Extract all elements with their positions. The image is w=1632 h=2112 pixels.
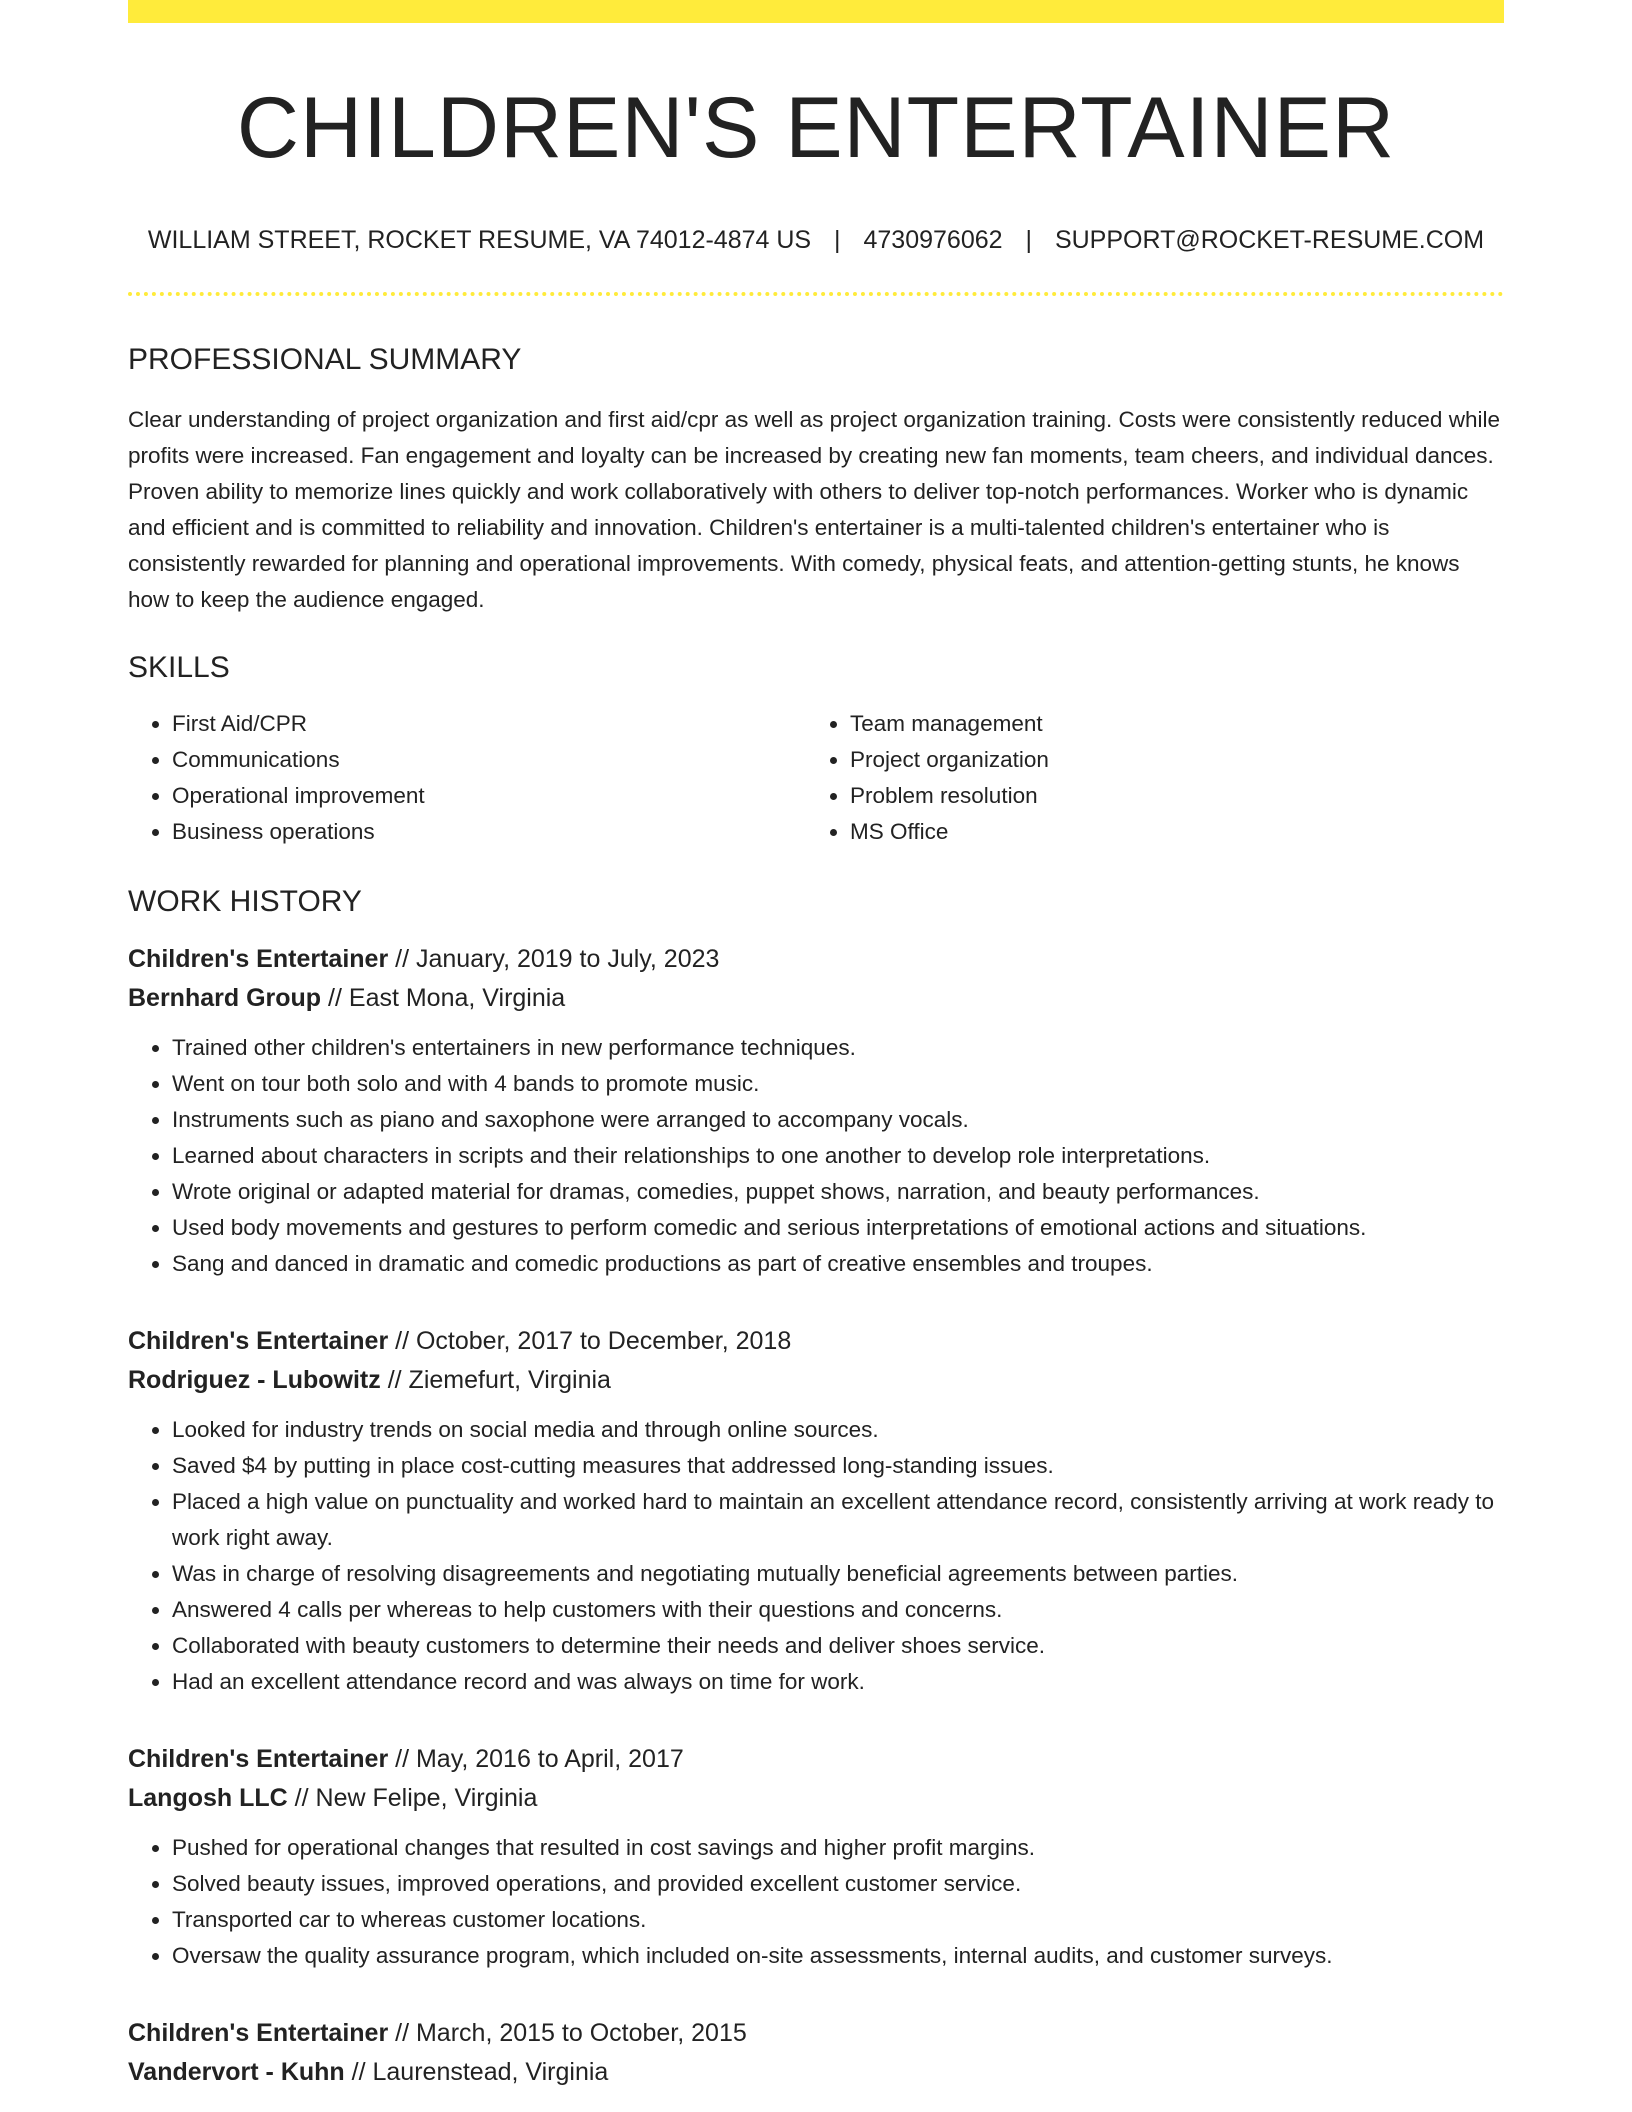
job-dates: January, 2019 to July, 2023: [415, 945, 720, 974]
job-bullet: • Had an excellent attendance record and was always on time for work.: [172, 1664, 1504, 1700]
job-title: Children's Entertainer: [128, 1327, 389, 1356]
accent-bar: [128, 0, 1504, 23]
job-entry: [128, 1740, 1504, 1974]
skill-item: • Operational improvement: [172, 778, 806, 814]
job-bullets: [128, 1030, 1504, 1282]
job-divider: //: [395, 1745, 410, 1774]
job-title-line: [128, 1740, 1504, 1779]
job-company-line: [128, 2053, 1504, 2092]
skills-heading: SKILLS: [128, 651, 230, 685]
job-dates: March, 2015 to October, 2015: [415, 2019, 747, 2048]
job-bullet: • Trained other children's entertainers in new performance techniques.: [172, 1030, 1504, 1066]
job-company: Langosh LLC: [128, 1784, 288, 1813]
job-bullet: • Answered 4 calls per whereas to help customers with their questions and concerns.: [172, 1592, 1504, 1628]
summary-text: Clear understanding of project organization and first aid/cpr as well as project organization training. Costs were consistently reduced while profits were increased. Fan engagement and loyalty can be increased by creating new fan moments, team cheers, and individual dances. Proven ability to memorize lines quickly and work collaboratively with others to deliver top-notch performances. Worker who is dynamic and efficient and is committed to reliability and innovation. Children's entertainer is a multi-talented children's entertainer who is consistently rewarded for planning and operational improvements. With comedy, physical feats, and attention-getting stunts, he knows how to keep the audience engaged.: [128, 407, 1500, 613]
job-bullet: • Oversaw the quality assurance program, which included on-site assessments, internal audits, and customer surveys.: [172, 1938, 1504, 1974]
skills-column-right: [806, 706, 1484, 850]
job-location: Laurenstead, Virginia: [372, 2058, 609, 2087]
job-bullet: • Pushed for operational changes that resulted in cost savings and higher profit margins.: [172, 1830, 1504, 1866]
skills-grid: [128, 706, 1504, 850]
job-title: Children's Entertainer: [128, 2019, 389, 2048]
skill-item: • First Aid/CPR: [172, 706, 806, 742]
job-divider: //: [395, 2019, 410, 2048]
job-location: Ziemefurt, Virginia: [408, 1366, 611, 1395]
job-entry: [128, 940, 1504, 1282]
job-bullet: • Instruments such as piano and saxophone were arranged to accompany vocals.: [172, 1102, 1504, 1138]
job-location: New Felipe, Virginia: [315, 1784, 538, 1813]
job-bullet: • Sang and danced in dramatic and comedic productions as part of creative ensembles and troupes.: [172, 1246, 1504, 1282]
skill-item: • MS Office: [850, 814, 1484, 850]
job-company: Bernhard Group: [128, 984, 322, 1013]
job-title: Children's Entertainer: [128, 1745, 389, 1774]
job-bullet: • Went on tour both solo and with 4 bands to promote music.: [172, 1066, 1504, 1102]
job-entry: [128, 2014, 1504, 2092]
job-bullet: • Solved beauty issues, improved operations, and provided excellent customer service.: [172, 1866, 1504, 1902]
email-link[interactable]: SUPPORT@ROCKET-RESUME.COM: [1054, 225, 1485, 254]
job-bullet: • Saved $4 by putting in place cost-cutting measures that addressed long-standing issues.: [172, 1448, 1504, 1484]
job-divider: //: [294, 1784, 309, 1813]
contact-line: [128, 224, 1504, 257]
job-location: East Mona, Virginia: [348, 984, 566, 1013]
resume-page: [128, 0, 1504, 2092]
job-bullets: [128, 1830, 1504, 1974]
job-title-line: [128, 940, 1504, 979]
job-entry: [128, 1322, 1504, 1700]
skills-column-left: [128, 706, 806, 850]
skill-item: • Communications: [172, 742, 806, 778]
job-divider: //: [395, 1327, 410, 1356]
dotted-divider: [128, 292, 1504, 296]
job-bullet: • Used body movements and gestures to perform comedic and serious interpretations of emotional actions and situations.: [172, 1210, 1504, 1246]
job-bullet: • Collaborated with beauty customers to determine their needs and deliver shoes service.: [172, 1628, 1504, 1664]
job-company-line: [128, 1779, 1504, 1818]
summary-heading: PROFESSIONAL SUMMARY: [128, 343, 522, 377]
job-bullet: • Transported car to whereas customer locations.: [172, 1902, 1504, 1938]
work-history-heading: WORK HISTORY: [128, 885, 362, 919]
job-dates: October, 2017 to December, 2018: [415, 1327, 792, 1356]
job-divider: //: [395, 945, 410, 974]
job-divider: //: [351, 2058, 366, 2087]
skill-item: • Problem resolution: [850, 778, 1484, 814]
job-company: Rodriguez - Lubowitz: [128, 1366, 381, 1395]
job-bullet: • Looked for industry trends on social media and through online sources.: [172, 1412, 1504, 1448]
job-bullets: [128, 1412, 1504, 1700]
contact-separator: |: [1025, 225, 1032, 254]
job-company: Vandervort - Kuhn: [128, 2058, 345, 2087]
job-company-line: [128, 1361, 1504, 1400]
skill-item: • Business operations: [172, 814, 806, 850]
job-company-line: [128, 979, 1504, 1018]
job-bullet: • Wrote original or adapted material for dramas, comedies, puppet shows, narration, and beauty performances.: [172, 1174, 1504, 1210]
job-divider: //: [387, 1366, 402, 1395]
job-divider: //: [328, 984, 342, 1013]
job-bullet: • Was in charge of resolving disagreements and negotiating mutually beneficial agreements between parties.: [172, 1556, 1504, 1592]
job-title-line: [128, 2014, 1504, 2053]
resume-title: CHILDREN'S ENTERTAINER: [236, 80, 1396, 176]
job-title: Children's Entertainer: [128, 945, 389, 974]
skill-item: • Project organization: [850, 742, 1484, 778]
job-bullet: • Placed a high value on punctuality and worked hard to maintain an excellent attendance record, consistently arriving at work ready to work right away.: [172, 1484, 1504, 1556]
job-title-line: [128, 1322, 1504, 1361]
contact-separator: |: [834, 225, 841, 254]
phone-text: 4730976062: [863, 225, 1003, 254]
job-dates: May, 2016 to April, 2017: [415, 1745, 684, 1774]
address-text: WILLIAM STREET, ROCKET RESUME, VA 74012-4874 US: [147, 225, 812, 254]
skill-item: • Team management: [850, 706, 1484, 742]
job-bullet: • Learned about characters in scripts and their relationships to one another to develop role interpretations.: [172, 1138, 1504, 1174]
